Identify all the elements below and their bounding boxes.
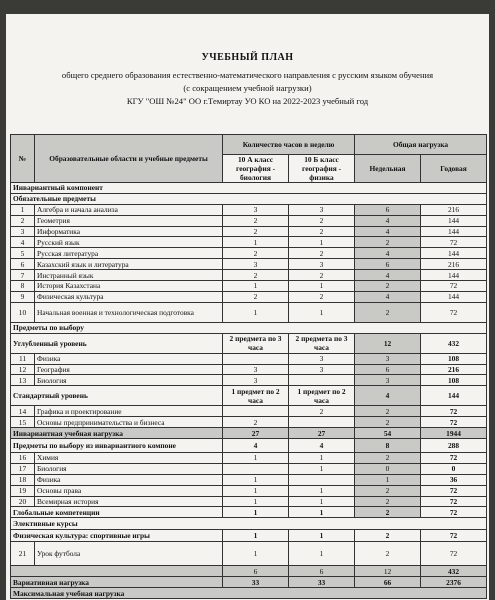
section-elective-courses: Элективные курсы [11,518,487,530]
row-10a: 2 [223,226,289,237]
invariant-load-10a: 27 [223,428,289,439]
variant-total-blank [11,566,223,577]
sport-games-yearly: 72 [421,530,487,542]
variant-choice-10b: 4 [289,439,355,453]
section-mandatory: Обязательные предметы [11,193,487,204]
row-subject: География [35,364,223,375]
row-weekly: 1 [355,474,421,485]
row-10b: 1 [289,485,355,496]
football-name: Урок футбола [35,542,223,566]
standard-rows [11,406,487,428]
global-competencies-label: Глобальные компетенции [11,507,223,518]
row-yearly: 216 [421,259,487,270]
row-number: 11 [11,353,35,364]
row-10b [289,417,355,428]
row-10b: 2 [289,270,355,281]
row-10a: 3 [223,204,289,215]
row-number: 20 [11,496,35,507]
row-number: 8 [11,281,35,292]
row-number: 17 [11,463,35,474]
max-load-weekly: 66 [355,577,421,588]
advanced-rows [11,353,487,386]
row-yearly: 144 [421,248,487,259]
row-10b: 3 [289,353,355,364]
row-yearly: 144 [421,226,487,237]
row-weekly: 4 [355,248,421,259]
header-yearly: Годовая [421,155,487,183]
row-subject: Физика [35,353,223,364]
max-load-label: Максимальная учебная нагрузка [11,588,487,599]
section-invariant: Инвариантный компонент [11,183,487,194]
table-row [11,291,487,302]
row-yearly: 72 [421,485,487,496]
row-weekly: 6 [355,259,421,270]
variant-total-10a: 6 [223,566,289,577]
header-class-10a: 10 А класс география - биология [223,155,289,183]
row-10a: 3 [223,364,289,375]
row-yearly: 72 [421,281,487,292]
document-subtitle-note: (с сокращением учебной нагрузки) [183,83,312,93]
row-weekly: 2 [355,453,421,464]
row-number: 12 [11,364,35,375]
row-10b: 1 [289,237,355,248]
row-10a [223,463,289,474]
global-competencies-weekly: 2 [355,507,421,518]
row-weekly: 3 [355,375,421,386]
row-number: 18 [11,474,35,485]
row-yearly: 72 [421,453,487,464]
invariant-load-weekly: 54 [355,428,421,439]
row-subject: Начальная военная и технологическая подготовка [35,302,223,322]
table-row [11,453,487,464]
row-10b [289,474,355,485]
row-number: 13 [11,375,35,386]
invariant-load-10b: 27 [289,428,355,439]
variant-total-weekly: 12 [355,566,421,577]
row-subject: Химия [35,453,223,464]
row-subject: Всемирная история [35,496,223,507]
document-title: УЧЕБНЫЙ ПЛАН [201,52,294,63]
row-yearly: 144 [421,270,487,281]
header-number: № [11,135,35,183]
global-competencies-yearly: 72 [421,507,487,518]
variant-choice-label: Предметы по выбору из инвариантного компоне [11,439,223,453]
table-row [11,204,487,215]
row-10a: 1 [223,237,289,248]
table-row [11,463,487,474]
table-row [11,353,487,364]
row-10b: 3 [289,364,355,375]
row-weekly: 2 [355,417,421,428]
invariant-load-label: Инвариантная учебная нагрузка [11,428,223,439]
row-yearly: 144 [421,215,487,226]
row-yearly: 72 [421,496,487,507]
table-row [11,375,487,386]
row-subject: Информатика [35,226,223,237]
row-yearly: 72 [421,237,487,248]
row-number: 7 [11,270,35,281]
row-weekly: 2 [355,302,421,322]
document-school-year: КГУ "ОШ №24" ОО г.Темиртау УО КО на 2022-2023 учебный год [126,96,369,106]
table-row [11,226,487,237]
football-10a: 1 [223,542,289,566]
row-yearly: 72 [421,302,487,322]
table-row [11,215,487,226]
table-row [11,259,487,270]
row-10b: 1 [289,302,355,322]
advanced-level-weekly: 12 [355,333,421,353]
row-10a: 3 [223,375,289,386]
row-weekly: 2 [355,496,421,507]
row-10a: 1 [223,485,289,496]
row-10a: 2 [223,270,289,281]
table-row [11,406,487,417]
row-10a: 1 [223,302,289,322]
row-weekly: 2 [355,237,421,248]
advanced-level-10b: 2 предмета по 3 часа [289,333,355,353]
row-subject: Графика и проектирование [35,406,223,417]
football-weekly: 2 [355,542,421,566]
row-10a: 1 [223,474,289,485]
sport-games-label: Физическая культура: спортивные игры [11,530,223,542]
row-weekly: 4 [355,270,421,281]
row-yearly: 108 [421,353,487,364]
row-yearly: 72 [421,417,487,428]
max-load-10a: 33 [223,577,289,588]
row-weekly: 4 [355,226,421,237]
row-10a [223,353,289,364]
curriculum-table [10,134,487,599]
row-10b: 2 [289,215,355,226]
row-10a: 3 [223,259,289,270]
table-row [11,237,487,248]
variant-choice-weekly: 8 [355,439,421,453]
row-subject: Физическая культура [35,291,223,302]
table-row [11,281,487,292]
row-yearly: 144 [421,291,487,302]
standard-level-10a: 1 предмет по 2 часа [223,386,289,406]
advanced-level-yearly: 432 [421,333,487,353]
row-10a: 1 [223,281,289,292]
row-weekly: 6 [355,204,421,215]
row-number: 3 [11,226,35,237]
header-weekly: Недельная [355,155,421,183]
row-number: 5 [11,248,35,259]
row-subject: Русская литература [35,248,223,259]
table-row [11,248,487,259]
row-number: 1 [11,204,35,215]
row-subject: Алгебра и начала анализа [35,204,223,215]
row-yearly: 108 [421,375,487,386]
header-total-load: Общая нагрузка [355,135,487,155]
row-weekly: 6 [355,364,421,375]
row-subject: Биология [35,463,223,474]
row-10a: 2 [223,291,289,302]
table-row [11,474,487,485]
row-10b: 3 [289,204,355,215]
row-10a: 1 [223,496,289,507]
header-class-10b: 10 Б класс география - физика [289,155,355,183]
standard-level-10b: 1 предмет по 2 часа [289,386,355,406]
standard-level-yearly: 144 [421,386,487,406]
max-load-yearly: 2376 [421,577,487,588]
row-subject: Физика [35,474,223,485]
row-number: 16 [11,453,35,464]
variant-total-yearly: 432 [421,566,487,577]
global-competencies-10b: 1 [289,507,355,518]
row-number: 19 [11,485,35,496]
row-weekly: 4 [355,291,421,302]
advanced-level-label: Углубленный уровень [11,333,223,353]
row-subject: Основы права [35,485,223,496]
row-weekly: 0 [355,463,421,474]
row-number: 15 [11,417,35,428]
football-yearly: 72 [421,542,487,566]
row-10b: 1 [289,496,355,507]
row-10a: 2 [223,215,289,226]
sport-games-10a: 1 [223,530,289,542]
row-yearly: 0 [421,463,487,474]
row-subject: Основы предпринимательства и бизнеса [35,417,223,428]
section-elective-choice: Предметы по выбору [11,322,487,333]
table-row [11,485,487,496]
row-10b: 2 [289,406,355,417]
header-subjects: Образовательные области и учебные предметы [35,135,223,183]
row-10b: 1 [289,463,355,474]
header-hours-per-week: Количество часов в неделю [223,135,355,155]
row-subject: Инстранный язык [35,270,223,281]
row-10a: 2 [223,248,289,259]
row-number: 6 [11,259,35,270]
row-number: 2 [11,215,35,226]
row-10b: 3 [289,259,355,270]
row-weekly: 4 [355,215,421,226]
standard-level-weekly: 4 [355,386,421,406]
row-subject: Биология [35,375,223,386]
row-number: 14 [11,406,35,417]
variant-total-10b: 6 [289,566,355,577]
sport-games-10b: 1 [289,530,355,542]
row-subject: История Казахстана [35,281,223,292]
row-number: 10 [11,302,35,322]
row-10b: 2 [289,248,355,259]
row-weekly: 3 [355,353,421,364]
variant-choice-yearly: 288 [421,439,487,453]
sport-games-weekly: 2 [355,530,421,542]
row-subject: Русский язык [35,237,223,248]
invariant-load-yearly: 1944 [421,428,487,439]
row-yearly: 216 [421,204,487,215]
row-weekly: 2 [355,485,421,496]
row-subject: Казахский язык и литература [35,259,223,270]
football-10b: 1 [289,542,355,566]
row-subject: Геометрия [35,215,223,226]
table-row [11,270,487,281]
document-page [6,14,489,600]
row-number: 9 [11,291,35,302]
table-row [11,417,487,428]
row-10a: 2 [223,417,289,428]
row-10a: 1 [223,453,289,464]
row-10b: 1 [289,453,355,464]
variant-rows [11,453,487,507]
variant-choice-10a: 4 [223,439,289,453]
row-10b: 1 [289,281,355,292]
row-number: 4 [11,237,35,248]
row-yearly: 72 [421,406,487,417]
row-10b [289,375,355,386]
table-row [11,496,487,507]
variant-load-label: Вариативная нагрузка [11,577,223,588]
row-yearly: 216 [421,364,487,375]
table-row [11,302,487,322]
global-competencies-10a: 1 [223,507,289,518]
row-10b: 2 [289,291,355,302]
row-10a [223,406,289,417]
football-number: 21 [11,542,35,566]
row-weekly: 2 [355,406,421,417]
mandatory-rows [11,204,487,322]
advanced-level-10a: 2 предмета по 3 часа [223,333,289,353]
document-subtitle: общего среднего образования естественно-математического направления с русским языком обучения [61,70,434,80]
row-weekly: 2 [355,281,421,292]
table-row [11,364,487,375]
max-load-10b: 33 [289,577,355,588]
row-yearly: 36 [421,474,487,485]
row-10b: 2 [289,226,355,237]
standard-level-label: Стандартный уровень [11,386,223,406]
